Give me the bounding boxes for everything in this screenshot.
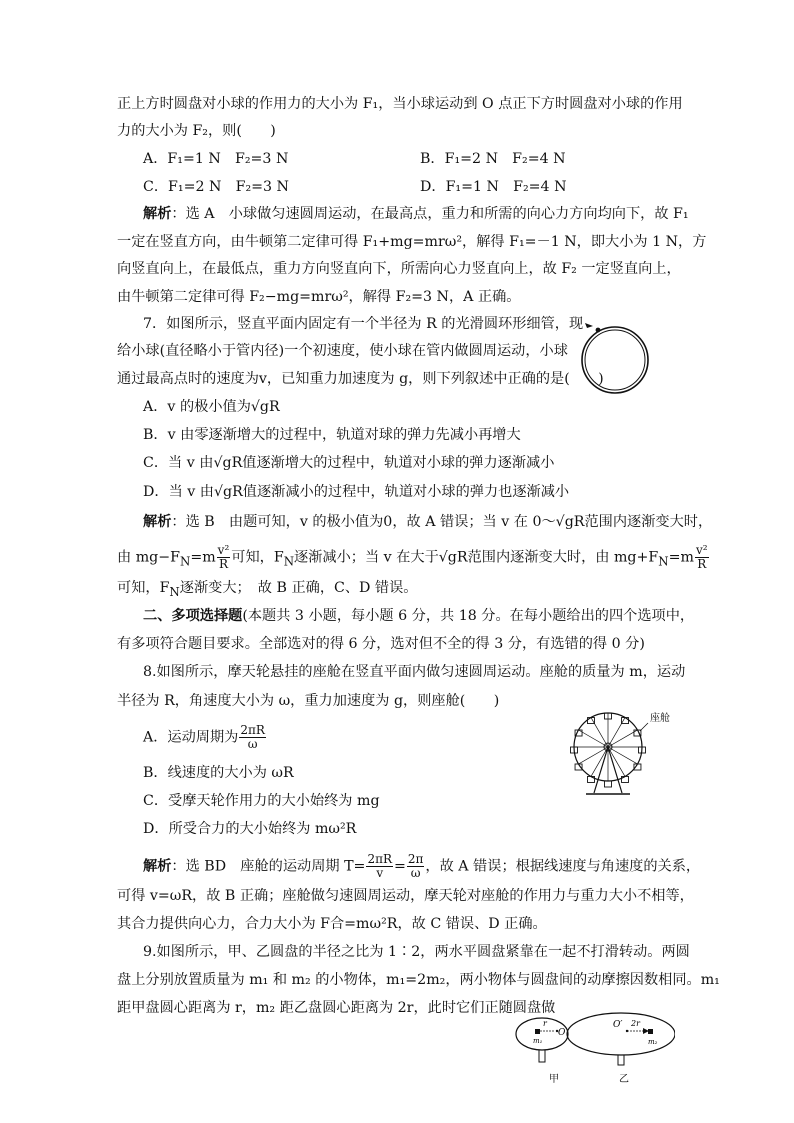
q6-stem-line1: 正上方时圆盘对小球的作用力的大小为 F₁，当小球运动到 O 点正下方时圆盘对小球的作用 [117, 96, 683, 112]
q8-solution-line3: 其合力提供向心力，合力大小为 F合=mω²R，故 C 错误、D 正确。 [117, 916, 547, 932]
cabin-label: 座舱 [650, 713, 670, 724]
text: ，故 A 错误；根据线速度与角速度的关系， [425, 858, 701, 875]
wheel-spoke [608, 747, 625, 776]
denominator: R [697, 557, 707, 571]
label-r: r [543, 1019, 547, 1028]
q7-option-d: D．当 v 由√gR值逐渐减小的过程中，轨道对小球的弹力也逐渐减小 [143, 484, 570, 500]
q8-option-b: B．线速度的大小为 ωR [143, 765, 294, 781]
q6-option-b: B．F₁=2 N F₂=4 N [420, 151, 566, 167]
label-o-prime: O′ [613, 1020, 623, 1030]
denominator: ω [247, 737, 258, 751]
fraction [695, 544, 709, 571]
q9-stem-line1: 9.如图所示，甲、乙圆盘的半径之比为 1∶2，两水平圆盘紧靠在一起不打滑转动。两圆 [143, 944, 690, 960]
numerator: 2πR [240, 723, 265, 737]
q6-option-c: C．F₁=2 N F₂=3 N [143, 179, 289, 195]
label-jia: 甲 [549, 1074, 559, 1085]
label-yi: 乙 [619, 1074, 629, 1085]
q8-stem-line2: 半径为 R，角速度大小为 ω，重力加速度为 g，则座舱( ) [117, 693, 500, 709]
q6-solution-line2: 一定在竖直方向，由牛顿第二定律可得 F₁+mg=mrω²，解得 F₁=－1 N，即大小为 1 N，方 [117, 234, 707, 250]
label-m2: m₂ [648, 1038, 658, 1046]
text: =m [668, 549, 694, 566]
cabin-icon [605, 781, 612, 787]
numerator: v² [695, 543, 708, 557]
q7-solution-line2 [117, 544, 710, 571]
q6-option-a: A．F₁=1 N F₂=3 N [143, 151, 289, 167]
q6-solution-line4: 由牛顿第二定律可得 F₂−mg=mrω²，解得 F₂=3 N，A 正确。 [117, 289, 521, 305]
q7-solution-text1: ：选 B 由题可知，v 的极小值为0，故 A 错误；当 v 在 0～√gR范围内逐渐变大时， [171, 514, 713, 530]
q7-stem-line2: 给小球(直径略小于管内径)一个初速度，使小球在管内做圆周运动，小球 [117, 343, 568, 359]
section-text: (本题共 3 小题，每小题 6 分，共 18 分。在每小题给出的四个选项中， [242, 608, 695, 624]
label-o: O [558, 1028, 566, 1038]
q8-option-d: D．所受合力的大小始终为 mω²R [143, 821, 357, 837]
ferris-wheel-figure [568, 705, 680, 801]
numerator: 2π [407, 852, 424, 866]
arrow-icon [585, 323, 593, 328]
q7-stem-line3: 通过最高点时的速度为v，已知重力加速度为 g，则下列叙述中正确的是( ) [117, 371, 604, 387]
wheel-spoke [608, 718, 625, 747]
q7-option-a: A．v 的极小值为√gR [143, 399, 280, 415]
q8-option-a [143, 724, 267, 751]
q7-solution-line3 [117, 578, 418, 602]
q9-stem-line2: 盘上分别放置质量为 m₁ 和 m₂ 的小物体，m₁=2m₂，两小物体与圆盘间的动摩擦因数相同。m₁ [117, 972, 720, 988]
fraction [366, 853, 393, 880]
solution-label: 解析 [143, 206, 172, 222]
numerator: 2πR [367, 852, 392, 866]
q6-option-d: D．F₁=1 N F₂=4 N [420, 179, 567, 195]
text: =m [190, 549, 216, 566]
solution-label: 解析 [143, 858, 172, 875]
q6-stem-line2: 力的大小为 F₂，则( ) [117, 123, 276, 139]
text: 由 mg−F [117, 549, 180, 566]
denominator: ω [410, 866, 421, 880]
numerator: v² [217, 543, 230, 557]
text: ：选 BD 座舱的运动周期 T= [171, 858, 366, 875]
q6-solution-line3: 向竖直向上，在最低点，重力方向竖直向下，所需向心力竖直向上，故 F₂ 一定竖直向上， [117, 261, 681, 277]
q8-stem-line1: 8.如图所示，摩天轮悬挂的座舱在竖直平面内做匀速圆周运动。座舱的质量为 m，运动 [143, 664, 686, 680]
subscript: N [179, 554, 191, 569]
wheel-spoke [591, 718, 608, 747]
q8-solution-line1 [143, 853, 700, 880]
denominator: R [218, 557, 228, 571]
q9-stem-line3: 距甲盘圆心距离为 r，m₂ 距乙盘圆心距离为 2r，此时它们正随圆盘做 [117, 1000, 556, 1016]
text: 可知，F [231, 549, 284, 566]
ring-tube-figure [575, 318, 655, 398]
subscript: N [283, 554, 295, 569]
wheel-spoke [608, 730, 637, 747]
fraction [407, 853, 425, 880]
text: 可知，F [117, 580, 170, 596]
text: A．运动周期为 [143, 729, 239, 746]
subscript: N [169, 584, 180, 599]
label-2r: 2r [631, 1019, 640, 1028]
section2-line2: 有多项符合题目要求。全部选对的得 6 分，选对但不全的得 3 分，有选错的得 0 分) [117, 636, 645, 652]
solution-label: 解析 [143, 514, 172, 530]
q7-option-b: B．v 由零逐渐增大的过程中，轨道对球的弹力先减小再增大 [143, 427, 521, 443]
q7-option-c: C．当 v 由√gR值逐渐增大的过程中，轨道对小球的弹力逐渐减小 [143, 455, 555, 471]
subscript: N [658, 554, 669, 569]
q8-solution-line2: 可得 v=ωR，故 B 正确；座舱做匀速圆周运动，摩天轮对座舱的作用力与重力大小不相等， [117, 888, 694, 904]
fraction [239, 724, 266, 751]
text: 逐渐变大； 故 B 正确，C、D 错误。 [179, 580, 418, 596]
q6-solution-line1 [143, 204, 689, 224]
fraction [217, 544, 231, 571]
text: 逐渐减小；当 v 在大于√gR范围内逐渐变大时，由 mg+F [294, 549, 659, 566]
q7-solution-line1 [143, 512, 712, 532]
ball-icon [596, 328, 601, 333]
q8-option-c: C．受摩天轮作用力的大小始终为 mg [143, 793, 380, 809]
denominator: v [376, 866, 384, 880]
section2-line1 [143, 606, 694, 626]
q7-stem-line1: 7．如图所示，竖直平面内固定有一个半径为 R 的光滑圆环形细管，现 [143, 316, 584, 332]
section-title: 二、多项选择题 [143, 608, 243, 624]
q6-solution-text1: ：选 A 小球做匀速圆周运动，在最高点，重力和所需的向心力方向均向下，故 F₁ [171, 206, 689, 222]
label-m1: m₁ [533, 1037, 543, 1045]
two-discs-figure [515, 1012, 675, 1092]
text: = [394, 858, 406, 875]
wheel-spoke [591, 747, 608, 776]
wheel-spoke [579, 730, 608, 747]
